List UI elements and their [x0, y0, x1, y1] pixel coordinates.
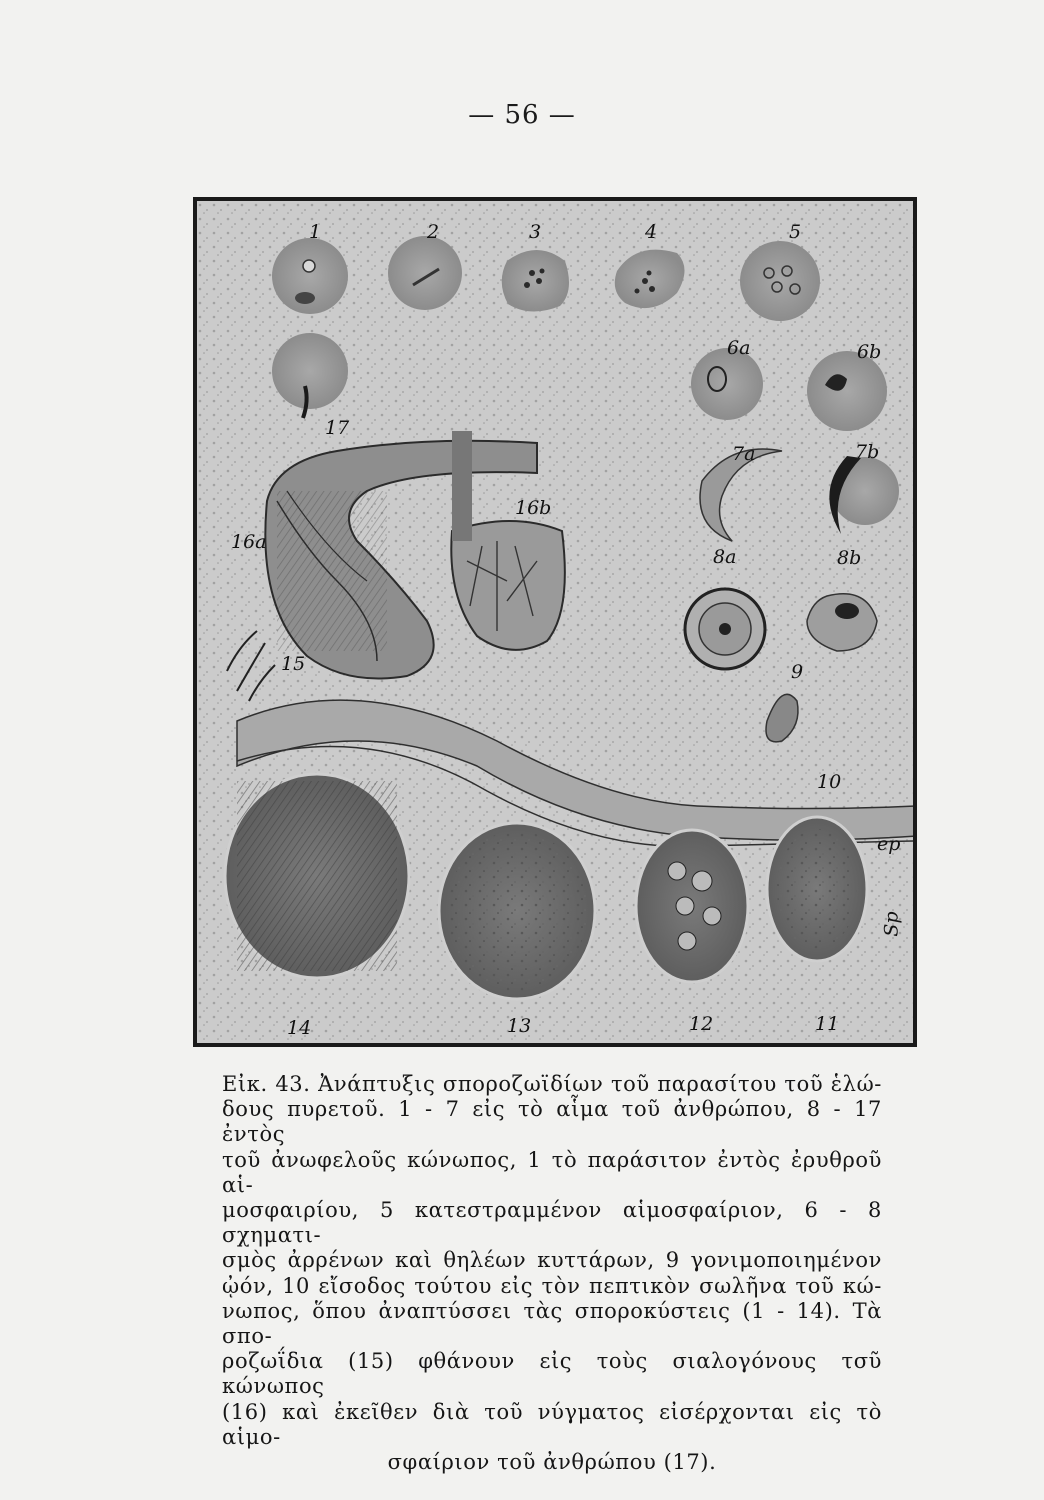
label-1: 1 [309, 221, 322, 243]
label-2: 2 [427, 221, 440, 243]
red-blood-cell-6b [807, 351, 887, 431]
caption-line: δους πυρετοῦ. 1 - 7 εἰς τὸ αἷμα τοῦ ἀνθρώπου, 8 - 17 ἐντὸς [222, 1097, 882, 1147]
label-10: 10 [817, 771, 842, 793]
label-5: 5 [789, 221, 802, 243]
label-ep: ep [877, 833, 901, 855]
oocyst-12 [636, 830, 748, 982]
label-15: 15 [281, 653, 306, 675]
oocyst-11 [767, 817, 867, 961]
label-7b: 7b [855, 441, 880, 463]
malaria-parasite-plate [193, 197, 917, 1047]
caption-line: Εἰκ. 43. Ἀνάπτυξις σποροζωϊδίων τοῦ παρασίτου τοῦ ἑλώ- [222, 1072, 882, 1096]
label-7a: 7a [732, 443, 756, 465]
label-6b: 6b [857, 341, 882, 363]
figure-caption [222, 1072, 882, 1475]
label-14: 14 [287, 1017, 312, 1039]
caption-line: ᾠόν, 10 εἴσοδος τούτου εἰς τὸν πεπτικὸν σωλῆνα τοῦ κώ- [222, 1273, 882, 1298]
red-blood-cell-1 [272, 238, 348, 314]
red-blood-cell-3 [502, 250, 569, 312]
caption-line: (16) καὶ ἐκεῖθεν διὰ τοῦ νύγματος εἰσέρχονται εἰς τὸ αἱμο- [222, 1399, 882, 1449]
label-8b: 8b [837, 547, 862, 569]
red-blood-cell-2 [388, 236, 462, 310]
caption-line: τοῦ ἀνωφελοῦς κώνωπος, 1 τὸ παράσιτον ἐντὸς ἐρυθροῦ αἱ- [222, 1147, 882, 1197]
page-number: — 56 — [468, 100, 576, 130]
plate-drawing [197, 201, 913, 1043]
oocyst-13 [439, 823, 595, 999]
caption-line: μοσφαιρίου, 5 κατεστραμμένον αἱμοσφαίριον, 6 - 8 σχηματι- [222, 1198, 882, 1248]
caption-line: ροζωΐδια (15) φθάνουν εἰς τοὺς σιαλογόνους τσῦ κώνωπος [222, 1349, 882, 1399]
caption-line: νωπος, ὅπου ἀναπτύσσει τὰς σποροκύστεις (1 - 14). Τὰ σπο- [222, 1298, 882, 1349]
caption-line: σμὸς ἀρρένων καὶ θηλέων κυττάρων, 9 γονιμοποιημένον [222, 1248, 882, 1273]
label-16b: 16b [515, 497, 552, 519]
label-17: 17 [325, 417, 350, 439]
label-9: 9 [791, 661, 804, 683]
oocyst-14 [225, 774, 409, 978]
label-8a: 8a [713, 546, 737, 568]
label-4: 4 [645, 221, 658, 243]
gamete-8a [685, 589, 765, 669]
label-6a: 6a [727, 337, 751, 359]
label-3: 3 [529, 221, 542, 243]
label-12: 12 [689, 1013, 714, 1035]
label-sp: Sp [880, 911, 903, 937]
red-blood-cell-5 [740, 241, 820, 321]
label-16a: 16a [231, 531, 267, 553]
caption-line: σφαίριον τοῦ ἀνθρώπου (17). [387, 1450, 717, 1475]
label-11: 11 [815, 1013, 840, 1035]
label-13: 13 [507, 1015, 532, 1037]
